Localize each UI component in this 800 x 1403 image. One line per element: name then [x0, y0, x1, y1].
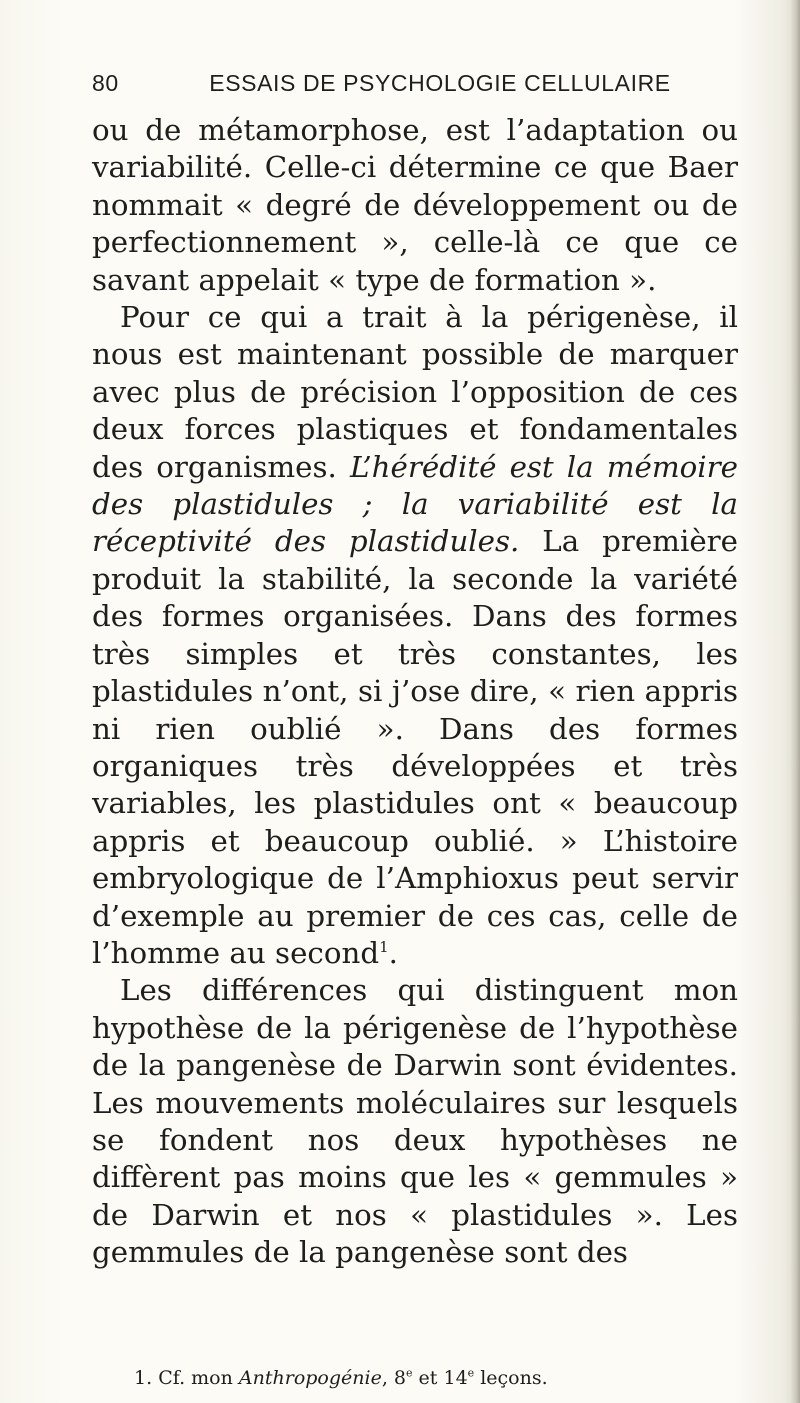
footnote-work-title: Anthropogénie: [238, 1367, 382, 1389]
footnote-text-before: Cf. mon: [158, 1367, 239, 1389]
footnote-reference[interactable]: 1: [379, 938, 389, 957]
footnote: [134, 1366, 754, 1390]
footnote-sep-2: et 14: [412, 1367, 468, 1389]
footnote-sep-1: , 8: [381, 1367, 406, 1389]
paragraph-2: [92, 299, 738, 972]
paragraph-1: ou de métamorphose, est l’adaptation ou variabilité. Celle-ci détermine ce que Baer nommait « degré de développement ou de perfectionnement », celle-là ce que ce savant appelait « type de formation ».: [92, 113, 738, 297]
paragraph-2-italic: L’hérédité est la mémoire des plastidules ; la variabilité est la réceptivité des plastidules.: [92, 449, 738, 559]
footnote-sup-2: e: [467, 1366, 475, 1380]
page-gutter-shadow: [790, 0, 800, 1403]
paragraph-2-start: Pour ce qui a trait à la périgenèse, il nous est maintenant possible de marquer avec plus de précision l’opposition de ces deux forces plastiques et fondamentales des organismes.: [92, 300, 738, 484]
running-title: ESSAIS DE PSYCHOLOGIE CELLULAIRE: [209, 70, 671, 96]
paragraph-2-final: .: [388, 935, 398, 970]
paragraph-3: Les différences qui distinguent mon hypothèse de la périgenèse de l’hypothèse de la pangenèse de Darwin sont évidentes. Les mouvements moléculaires sur lesquels se fondent nos deux hypothèses ne diffèrent pas moins que les « gemmules » de Darwin et nos « plastidules ». Les gemmules de la pangenèse sont des: [92, 973, 738, 1270]
page-number: 80: [92, 70, 119, 96]
page-header: [92, 66, 748, 106]
paragraph-2-end: La première produit la stabilité, la seconde la variété des formes organisées. Dans des formes très simples et très constantes, les plastidules n’ont, si j’ose dire, « rien appris ni rien oublié ». Dans des formes organiques très développées et très variables, les plastidules ont « beaucoup appris et beaucoup oublié. » L’histoire embryologique de l’Amphioxus peut servir d’exemple au premier de ces cas, celle de l’homme au second: [92, 524, 738, 970]
footnote-sup-1: e: [406, 1366, 413, 1380]
footnote-text-after: leçons.: [474, 1367, 548, 1389]
footnote-number: 1.: [134, 1367, 153, 1389]
body-text: [92, 112, 738, 1272]
